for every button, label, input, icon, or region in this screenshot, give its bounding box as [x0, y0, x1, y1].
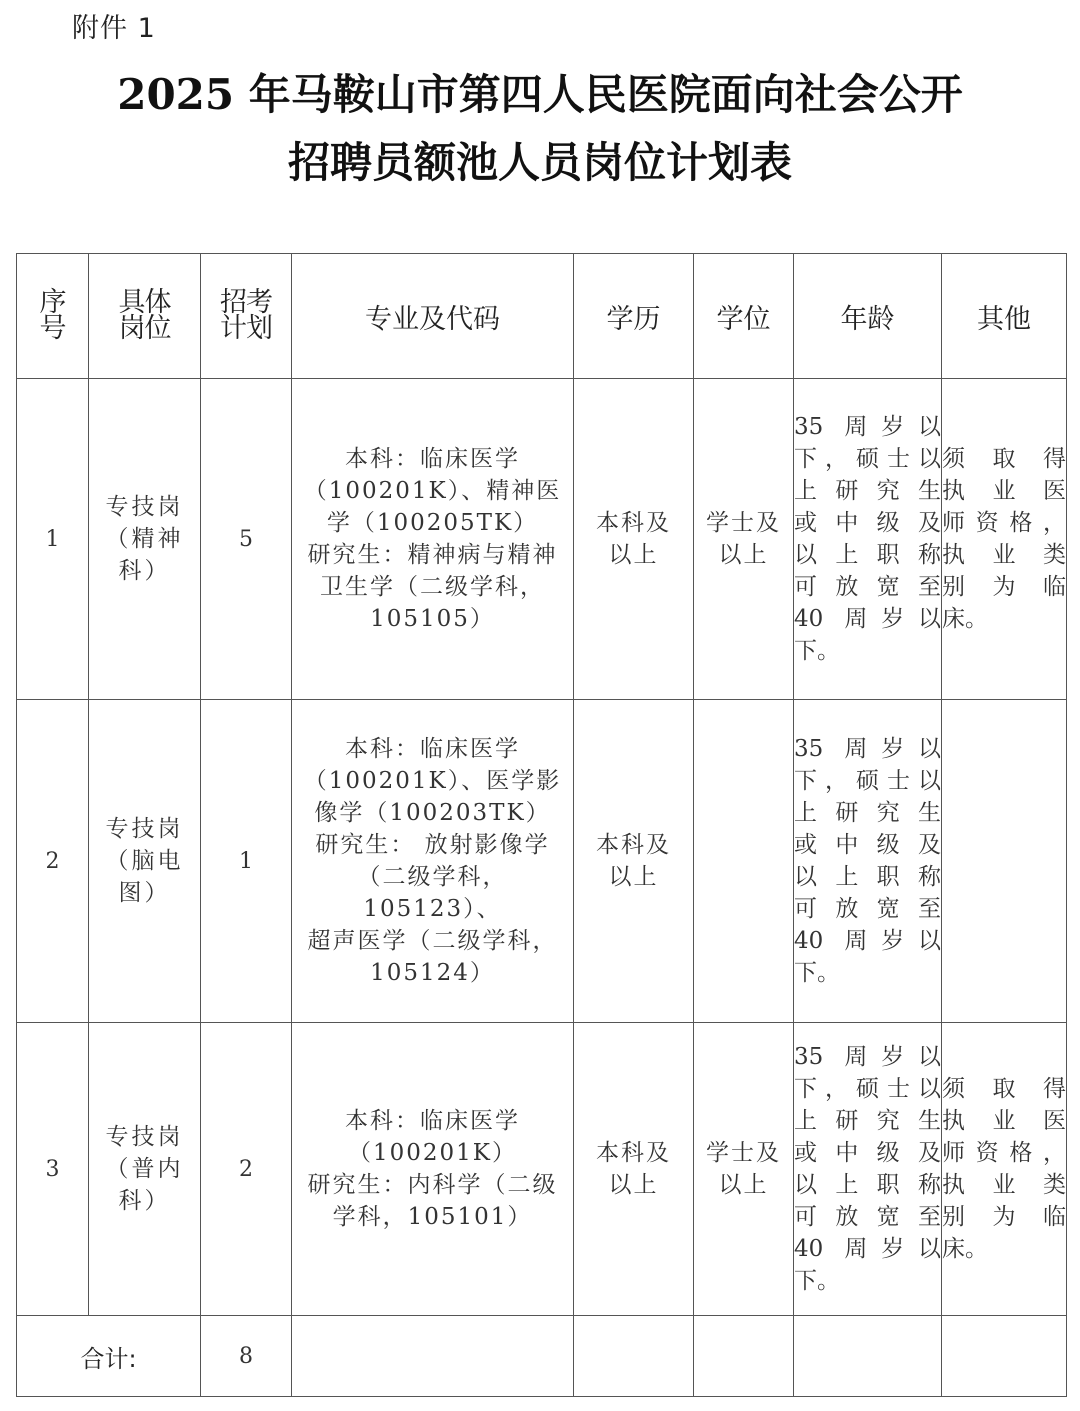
other-line: 执业医	[942, 1108, 1066, 1134]
table-header-row	[17, 254, 1067, 379]
major-line: （二级学科，105123）、	[357, 864, 508, 922]
cell-post	[89, 379, 201, 700]
table-row	[17, 1023, 1067, 1316]
major-line: 学（100205TK）	[326, 510, 539, 536]
education-line: 本科及	[596, 1140, 671, 1166]
major-line: （100201K）	[348, 1140, 517, 1166]
post-line: 科）	[118, 1188, 171, 1214]
cell-education	[574, 379, 694, 700]
major-line: 本科：临床医学	[345, 736, 520, 762]
other-line: 须取得	[942, 1076, 1066, 1102]
major-line: 105105）	[370, 606, 495, 632]
header-age: 年龄	[794, 254, 942, 379]
education-line: 以上	[608, 864, 659, 890]
age-line: 可放宽至	[794, 896, 941, 922]
post-line: （普内	[105, 1156, 184, 1182]
major-line: 超声医学（二级学科，	[307, 928, 558, 954]
cell-seq: 1	[17, 379, 89, 700]
degree-line: 以上	[718, 1172, 769, 1198]
header-seq	[17, 254, 89, 379]
major-line: 本科：临床医学	[345, 446, 520, 472]
total-empty-degree	[694, 1316, 794, 1397]
other-line: 师资格，	[942, 1140, 1066, 1166]
cell-education	[574, 700, 694, 1023]
document-title-line-2: 招聘员额池人员岗位计划表	[287, 138, 792, 187]
header-plan-line-2: 计划	[220, 313, 272, 344]
cell-post	[89, 1023, 201, 1316]
total-row	[17, 1316, 1067, 1397]
age-line: 可放宽至	[794, 1204, 941, 1230]
age-line: 下。	[794, 960, 840, 986]
post-line: 科）	[118, 558, 171, 584]
age-line: 或中级及	[794, 510, 941, 536]
cell-post	[89, 700, 201, 1023]
cell-seq: 2	[17, 700, 89, 1023]
total-empty-education	[574, 1316, 694, 1397]
other-line: 执业类	[942, 542, 1066, 568]
other-line: 床。	[942, 1236, 988, 1262]
header-other: 其他	[942, 254, 1067, 379]
major-line: 像学（100203TK）	[314, 800, 551, 826]
age-line: 40 周岁以	[794, 928, 941, 954]
total-empty-age	[794, 1316, 942, 1397]
age-line: 35 周岁以	[794, 1044, 941, 1070]
major-line: 研究生：内科学（二级	[307, 1172, 558, 1198]
header-post-line-1: 具体	[118, 287, 171, 318]
age-line: 下。	[794, 1268, 840, 1294]
recruitment-plan-table	[16, 253, 1067, 1397]
major-line: （100201K）、医学影	[303, 768, 562, 794]
major-line: 本科：临床医学	[345, 1108, 520, 1134]
education-line: 以上	[608, 542, 659, 568]
cell-plan: 2	[201, 1023, 292, 1316]
education-line: 本科及	[596, 510, 671, 536]
header-plan	[201, 254, 292, 379]
post-line: 图）	[118, 880, 171, 906]
header-post-line-2: 岗位	[118, 313, 171, 344]
header-major: 专业及代码	[292, 254, 574, 379]
cell-age	[794, 379, 942, 700]
age-line: 以上职称	[794, 1172, 941, 1198]
age-line: 下。	[794, 638, 840, 664]
age-line: 下，硕士以	[794, 446, 941, 472]
total-label: 合计:	[17, 1316, 201, 1397]
cell-major	[292, 700, 574, 1023]
age-line: 下，硕士以	[794, 1076, 941, 1102]
post-line: （精神	[105, 526, 184, 552]
total-empty-other	[942, 1316, 1067, 1397]
degree-line: 学士及	[706, 1140, 781, 1166]
cell-other	[942, 379, 1067, 700]
other-line: 执业类	[942, 1172, 1066, 1198]
age-line: 可放宽至	[794, 574, 941, 600]
cell-degree	[694, 379, 794, 700]
cell-seq: 3	[17, 1023, 89, 1316]
cell-degree	[694, 700, 794, 1023]
major-line: 研究生： 放射影像学	[315, 832, 550, 858]
cell-age	[794, 1023, 942, 1316]
header-education: 学历	[574, 254, 694, 379]
education-line: 本科及	[596, 832, 671, 858]
age-line: 35 周岁以	[794, 736, 941, 762]
header-seq-line-1: 序	[39, 287, 66, 318]
age-line: 40 周岁以	[794, 606, 941, 632]
other-line: 别为临	[942, 574, 1066, 600]
document-title-line-1: 2025 年马鞍山市第四人民医院面向社会公开	[117, 70, 963, 119]
major-line: 研究生：精神病与精神	[307, 542, 558, 568]
major-line: （100201K）、精神医	[303, 478, 562, 504]
major-line: 卫生学（二级学科，	[320, 574, 545, 600]
cell-major	[292, 1023, 574, 1316]
header-seq-line-2: 号	[39, 313, 66, 344]
degree-line: 学士及	[706, 510, 781, 536]
age-line: 上研究生	[794, 478, 941, 504]
cell-plan: 5	[201, 379, 292, 700]
total-value: 8	[201, 1316, 292, 1397]
major-line: 105124）	[370, 960, 495, 986]
other-line: 床。	[942, 606, 988, 632]
age-line: 以上职称	[794, 542, 941, 568]
other-line: 师资格，	[942, 510, 1066, 536]
age-line: 以上职称	[794, 864, 941, 890]
age-line: 35 周岁以	[794, 414, 941, 440]
attachment-label: 附件 1	[72, 13, 156, 44]
header-post	[89, 254, 201, 379]
age-line: 40 周岁以	[794, 1236, 941, 1262]
other-line: 须取得	[942, 446, 1066, 472]
cell-other	[942, 1023, 1067, 1316]
post-line: （脑电	[105, 848, 184, 874]
post-line: 专技岗	[105, 816, 184, 842]
post-line: 专技岗	[105, 494, 184, 520]
post-line: 专技岗	[105, 1124, 184, 1150]
other-line: 执业医	[942, 478, 1066, 504]
age-line: 上研究生	[794, 800, 941, 826]
header-plan-line-1: 招考	[220, 287, 272, 318]
cell-degree	[694, 1023, 794, 1316]
cell-education	[574, 1023, 694, 1316]
age-line: 或中级及	[794, 1140, 941, 1166]
other-line: 别为临	[942, 1204, 1066, 1230]
cell-other	[942, 700, 1067, 1023]
age-line: 上研究生	[794, 1108, 941, 1134]
header-degree: 学位	[694, 254, 794, 379]
total-empty-major	[292, 1316, 574, 1397]
cell-plan: 1	[201, 700, 292, 1023]
major-line: 学科，105101）	[332, 1204, 533, 1230]
age-line: 或中级及	[794, 832, 941, 858]
table-row	[17, 379, 1067, 700]
degree-line: 以上	[718, 542, 769, 568]
table-row	[17, 700, 1067, 1023]
education-line: 以上	[608, 1172, 659, 1198]
age-line: 下，硕士以	[794, 768, 941, 794]
cell-age	[794, 700, 942, 1023]
cell-major	[292, 379, 574, 700]
